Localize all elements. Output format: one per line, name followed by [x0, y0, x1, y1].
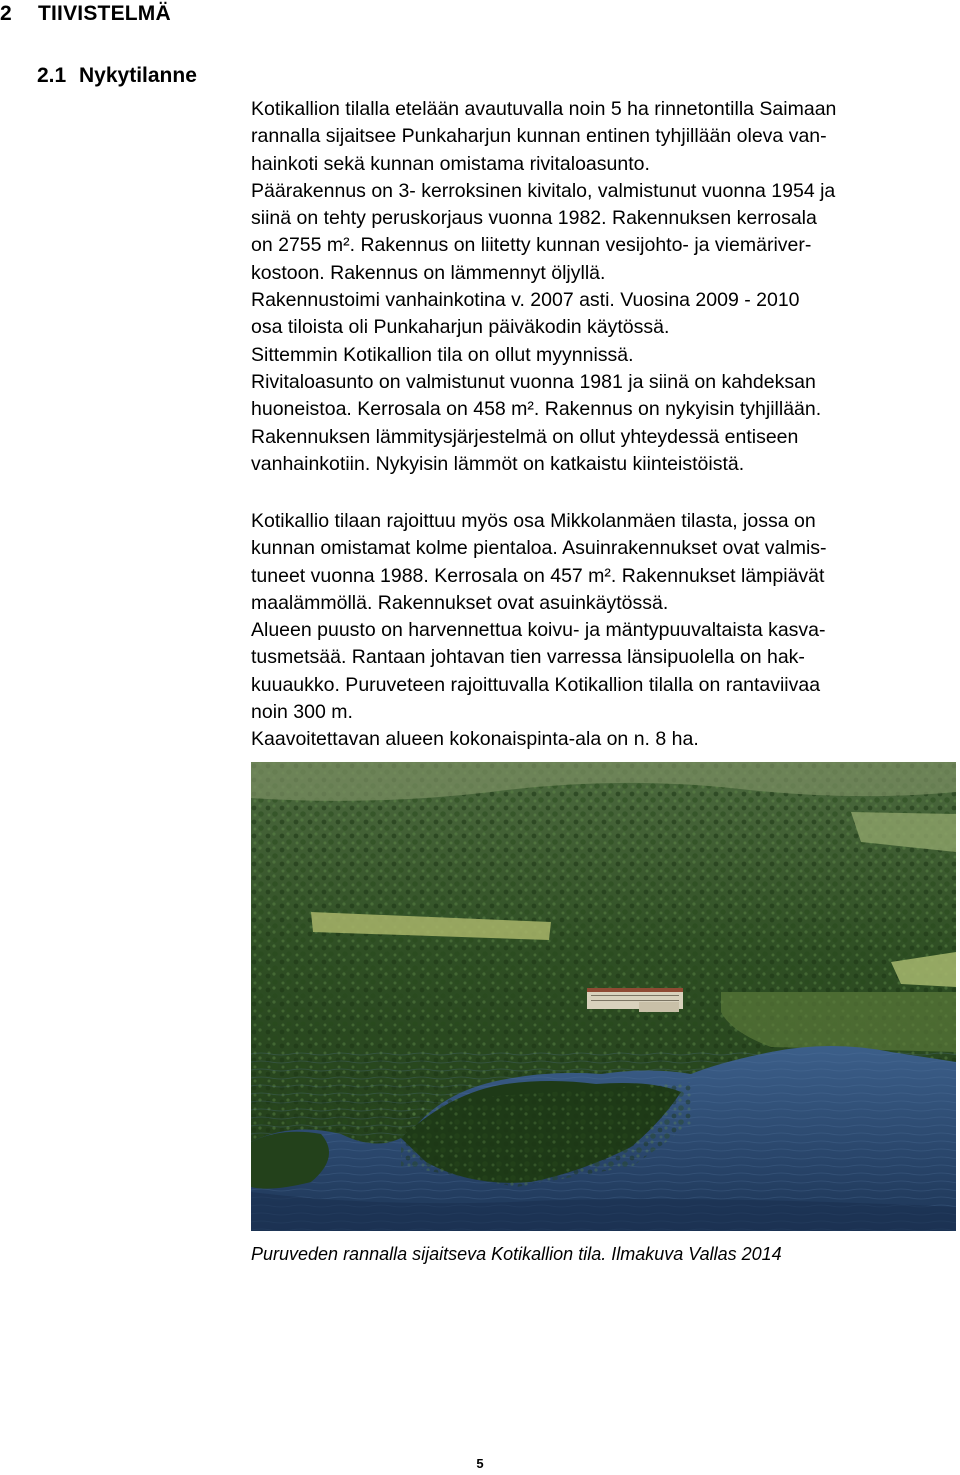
text-line: maalämmöllä. Rakennukset ovat asuinkäytössä. — [251, 591, 669, 614]
text-line: on 2755 m². Rakennus on liitetty kunnan vesijohto- ja viemäriver- — [251, 234, 812, 257]
figure-caption: Puruveden rannalla sijaitseva Kotikallion tila. Ilmakuva Vallas 2014 — [251, 1244, 782, 1264]
text-line: siinä on tehty peruskorjaus vuonna 1982. Rakennuksen kerrosala — [251, 207, 817, 230]
text-line: Kaavoitettavan alueen kokonaispinta-ala on n. 8 ha. — [251, 728, 699, 751]
text-line: Kotikallion tilalla etelään avautuvalla noin 5 ha rinnetontilla Saimaan — [251, 98, 837, 120]
text-line: Päärakennus on 3- kerroksinen kivitalo, valmistunut vuonna 1954 ja — [251, 179, 836, 202]
text-line: kunnan omistamat kolme pientaloa. Asuinrakennukset ovat valmis- — [251, 537, 827, 560]
text-line: rannalla sijaitsee Punkaharjun kunnan entinen tyhjillään oleva van- — [251, 125, 827, 148]
building-icon — [587, 988, 683, 1012]
text-line: Rivitaloasunto on valmistunut vuonna 1981 ja siinä on kahdeksan — [251, 370, 816, 393]
text-line: tusmetsää. Rantaan johtavan tien varressa länsipuolella on hak- — [251, 646, 805, 669]
text-line: vanhainkotiin. Nykyisin lämmöt on katkaistu kiinteistöistä. — [251, 452, 745, 475]
text-line: Sittemmin Kotikallion tila on ollut myynnissä. — [251, 343, 634, 366]
paragraph-current-situation — [251, 96, 960, 478]
section-heading — [0, 2, 171, 26]
page-number: 5 — [476, 1456, 484, 1471]
subsection-heading — [37, 64, 197, 88]
aerial-photo — [251, 762, 956, 1231]
text-line: noin 300 m. — [251, 701, 353, 724]
subsection-title: Nykytilanne — [79, 64, 197, 87]
text-line: osa tiloista oli Punkaharjun päiväkodin käytössä. — [251, 316, 670, 339]
text-line: Rakennuksen lämmitysjärjestelmä on ollut yhteydessä entiseen — [251, 425, 799, 448]
text-line: huoneistoa. Kerrosala on 458 m². Rakennus on nykyisin tyhjillään. — [251, 398, 822, 421]
text-line: kostoon. Rakennus on lämmennyt öljyllä. — [251, 261, 606, 284]
text-line: Alueen puusto on harvennettua koivu- ja mäntypuuvaltaista kasva- — [251, 619, 826, 642]
section-title: TIIVISTELMÄ — [38, 2, 171, 25]
text-line: hainkoti sekä kunnan omistama rivitaloasunto. — [251, 152, 650, 175]
text-line: tuneet vuonna 1988. Kerrosala on 457 m². Rakennukset lämpiävät — [251, 564, 825, 587]
paragraph-surroundings — [251, 508, 960, 754]
subsection-number: 2.1 — [37, 64, 67, 87]
text-line: Rakennustoimi vanhainkotina v. 2007 asti. Vuosina 2009 - 2010 — [251, 289, 800, 312]
section-number: 2 — [0, 2, 12, 25]
text-line: Kotikallio tilaan rajoittuu myös osa Mikkolanmäen tilasta, jossa on — [251, 510, 816, 532]
text-line: kuuaukko. Puruveteen rajoittuvalla Kotikallion tilalla on rantaviivaa — [251, 673, 821, 696]
